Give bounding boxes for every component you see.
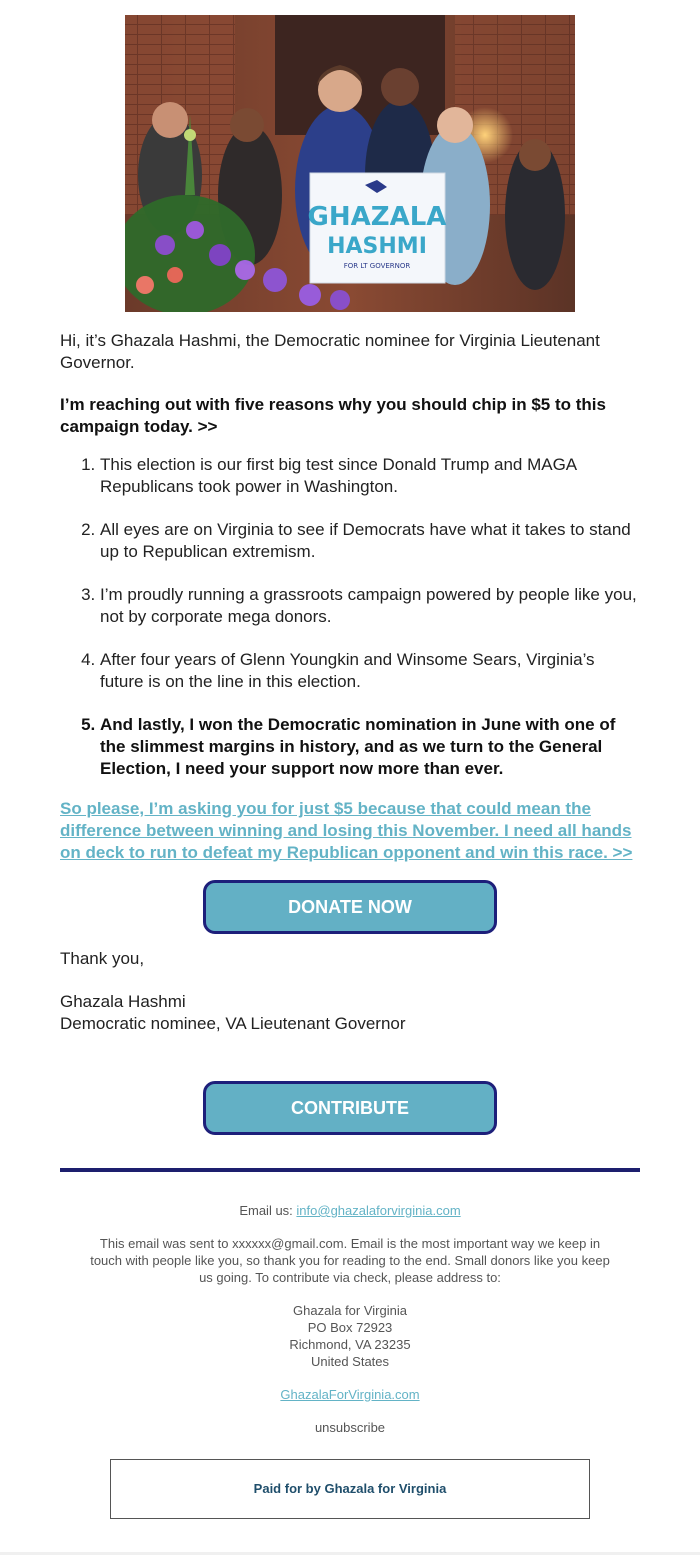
donate-now-button[interactable]: DONATE NOW [203, 880, 497, 934]
intro-paragraph: Hi, it’s Ghazala Hashmi, the Democratic nominee for Virginia Lieutenant Governor. [60, 331, 600, 372]
sign-name-line1: GHAZALA [307, 202, 447, 232]
donation-ask-link[interactable]: So please, I’m asking you for just $5 because that could mean the difference between winning and losing this November. I need all hands on deck to run to defeat my Republican opponent and win this race. >> [60, 799, 633, 862]
paid-for-disclaimer: Paid for by Ghazala for Virginia [110, 1459, 590, 1519]
reason-item: 1. This election is our first big test since Donald Trump and MAGA Republicans took power in Washington. [100, 454, 640, 498]
unsubscribe-link[interactable]: unsubscribe [314, 1420, 386, 1435]
footer-notice: This email was sent to xxxxxx@gmail.com. Email is the most important way we keep in touch with people like you, so thank you for reading to the end. Small donors like you keep us going. To contribute via check, please address to: [90, 1236, 610, 1285]
signature-name: Ghazala Hashmi [60, 992, 186, 1011]
signoff [60, 948, 640, 1035]
reason-item: 4. After four years of Glenn Youngkin and Winsome Sears, Virginia’s future is on the line in this election. [100, 649, 640, 693]
email-body [60, 330, 640, 1135]
contribute-button-wrap [60, 1081, 640, 1135]
reason-item: 3. I’m proudly running a grassroots campaign powered by people like you, not by corporate mega donors. [100, 584, 640, 628]
website-line [85, 1386, 615, 1403]
reason-item: 5. And lastly, I won the Democratic nomination in June with one of the slimmest margins in history, and as we turn to the General Election, I need your support now more than ever. [100, 714, 640, 780]
address-line: Ghazala for Virginia [293, 1303, 407, 1318]
footer [85, 1202, 615, 1452]
hero-photo [125, 15, 575, 312]
address-line: United States [310, 1354, 390, 1369]
thanks-text: Thank you, [60, 949, 145, 968]
signature-title: Democratic nominee, VA Lieutenant Governor [60, 1014, 406, 1033]
sign-name-line2: HASHMI [327, 234, 427, 259]
contribute-button[interactable]: CONTRIBUTE [203, 1081, 497, 1135]
reason-item: 2. All eyes are on Virginia to see if Democrats have what it takes to stand up to Republican extremism. [100, 519, 640, 563]
email-us-line [85, 1202, 615, 1219]
sign-subtitle: FOR LT GOVERNOR [343, 262, 411, 270]
donate-button-wrap [60, 880, 640, 934]
website-link[interactable]: GhazalaForVirginia.com [280, 1387, 420, 1402]
lead-paragraph: I’m reaching out with five reasons why you should chip in $5 to this campaign today. >> [60, 395, 606, 436]
address-line: Richmond, VA 23235 [289, 1337, 411, 1352]
email-us-label: Email us: [239, 1203, 293, 1218]
address-line: PO Box 72923 [307, 1320, 393, 1335]
email-us-link[interactable]: info@ghazalaforvirginia.com [296, 1203, 461, 1218]
mailing-address [85, 1302, 615, 1370]
reasons-list [60, 454, 640, 780]
footer-divider [60, 1168, 640, 1172]
unsubscribe-line [85, 1419, 615, 1436]
